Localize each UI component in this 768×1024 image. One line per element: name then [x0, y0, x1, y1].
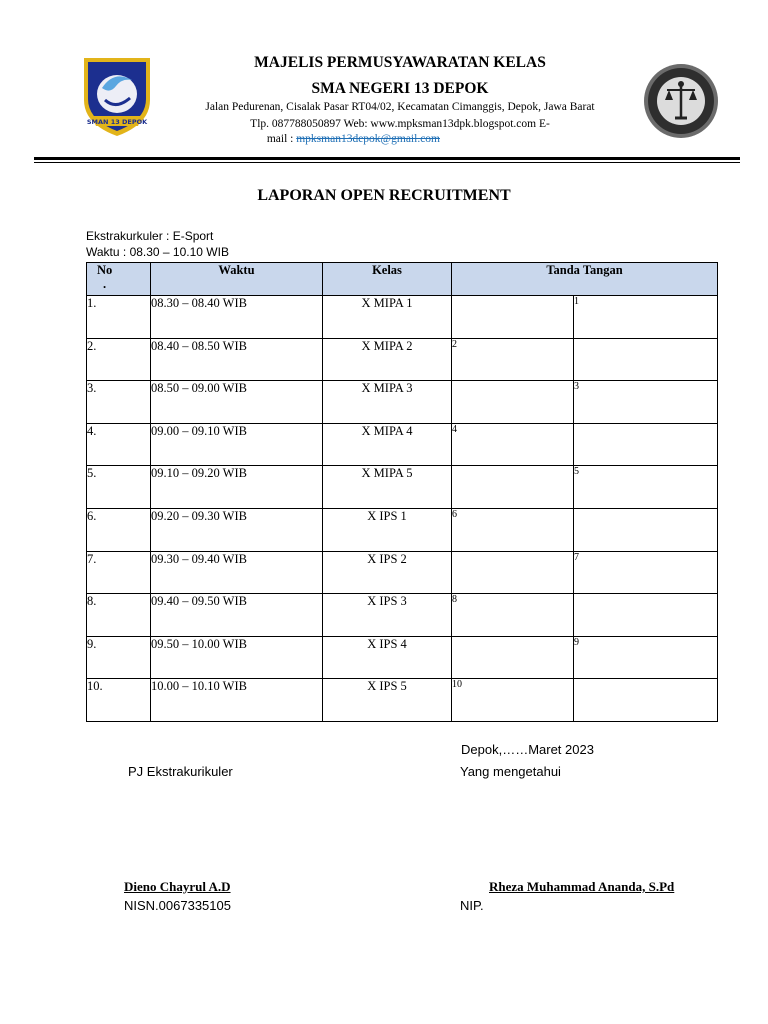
school-name: SMA NEGERI 13 DEPOK: [311, 80, 489, 97]
table-row: [87, 381, 718, 424]
row-no: 8.: [87, 594, 151, 637]
row-no: 3.: [87, 381, 151, 424]
row-signature-right[interactable]: 7: [574, 551, 718, 594]
header-no-label: No: [97, 263, 113, 277]
right-signatory-id: NIP.: [460, 898, 484, 913]
row-class: X MIPA 3: [323, 381, 452, 424]
table-row: [87, 508, 718, 551]
row-time: 09.20 – 09.30 WIB: [151, 508, 323, 551]
row-no: 7.: [87, 551, 151, 594]
email-label: mail :: [266, 133, 297, 145]
row-signature-left[interactable]: 8: [452, 594, 574, 637]
header-no-dot: .: [103, 277, 107, 291]
row-time: 09.10 – 09.20 WIB: [151, 466, 323, 509]
row-signature-left[interactable]: [452, 636, 574, 679]
header-time: Waktu: [151, 263, 323, 296]
row-signature-right[interactable]: 5: [574, 466, 718, 509]
row-time: 09.00 – 09.10 WIB: [151, 423, 323, 466]
header-rule-thick: [34, 157, 740, 160]
row-no: 9.: [87, 636, 151, 679]
row-no: 5.: [87, 466, 151, 509]
header-rule-thin: [34, 162, 740, 163]
row-no: 4.: [87, 423, 151, 466]
row-signature-left[interactable]: [452, 296, 574, 339]
email-line: [160, 133, 440, 145]
row-signature-right[interactable]: 9: [574, 636, 718, 679]
row-class: X IPS 2: [323, 551, 452, 594]
row-time: 09.30 – 09.40 WIB: [151, 551, 323, 594]
row-class: X IPS 4: [323, 636, 452, 679]
header-no: [87, 263, 151, 296]
row-no: 2.: [87, 338, 151, 381]
row-signature-right[interactable]: [574, 679, 718, 722]
table-row: [87, 679, 718, 722]
left-role: PJ Ekstrakurikuler: [128, 764, 233, 779]
table-row: [87, 466, 718, 509]
row-time: 09.50 – 10.00 WIB: [151, 636, 323, 679]
row-time: 09.40 – 09.50 WIB: [151, 594, 323, 637]
table-row: [87, 423, 718, 466]
document-title: LAPORAN OPEN RECRUITMENT: [257, 187, 511, 204]
org-name: MAJELIS PERMUSYAWARATAN KELAS: [254, 54, 546, 71]
left-signatory-id: NISN.0067335105: [124, 898, 231, 913]
row-time: 08.50 – 09.00 WIB: [151, 381, 323, 424]
place-date: Depok,……Maret 2023: [461, 742, 594, 757]
row-class: X IPS 5: [323, 679, 452, 722]
row-signature-right[interactable]: [574, 338, 718, 381]
left-signatory-name: Dieno Chayrul A.D: [124, 879, 231, 894]
row-class: X MIPA 5: [323, 466, 452, 509]
row-signature-left[interactable]: [452, 551, 574, 594]
table-row: [87, 594, 718, 637]
row-no: 1.: [87, 296, 151, 339]
row-no: 6.: [87, 508, 151, 551]
recruitment-table: [86, 262, 718, 722]
row-signature-left[interactable]: 6: [452, 508, 574, 551]
row-signature-right[interactable]: [574, 594, 718, 637]
email-link[interactable]: mpksman13depok@gmail.com: [296, 133, 440, 145]
row-class: X IPS 1: [323, 508, 452, 551]
table-row: [87, 551, 718, 594]
ekskul-line: Ekstrakurkuler : E-Sport: [86, 229, 214, 243]
row-class: X IPS 3: [323, 594, 452, 637]
mpk-seal-logo: [642, 62, 720, 140]
table-row: [87, 338, 718, 381]
row-signature-right[interactable]: 1: [574, 296, 718, 339]
school-logo: [78, 54, 156, 140]
table-header-row: [87, 263, 718, 296]
row-time: 10.00 – 10.10 WIB: [151, 679, 323, 722]
row-signature-right[interactable]: [574, 423, 718, 466]
row-time: 08.30 – 08.40 WIB: [151, 296, 323, 339]
contact-line: Tlp. 087788050897 Web: www.mpksman13dpk.blogspot.com E-: [250, 118, 550, 130]
header-signature: Tanda Tangan: [452, 263, 718, 296]
row-no: 10.: [87, 679, 151, 722]
time-line: Waktu : 08.30 – 10.10 WIB: [86, 245, 229, 259]
row-class: X MIPA 2: [323, 338, 452, 381]
address: Jalan Pedurenan, Cisalak Pasar RT04/02, Kecamatan Cimanggis, Depok, Jawa Barat: [205, 101, 595, 113]
row-signature-right[interactable]: 3: [574, 381, 718, 424]
row-signature-left[interactable]: 10: [452, 679, 574, 722]
row-class: X MIPA 4: [323, 423, 452, 466]
row-signature-left[interactable]: [452, 466, 574, 509]
row-class: X MIPA 1: [323, 296, 452, 339]
row-signature-left[interactable]: 2: [452, 338, 574, 381]
right-role: Yang mengetahui: [460, 764, 561, 779]
row-signature-left[interactable]: 4: [452, 423, 574, 466]
logo-text: SMAN 13 DEPOK: [86, 118, 148, 126]
header-class: Kelas: [323, 263, 452, 296]
row-time: 08.40 – 08.50 WIB: [151, 338, 323, 381]
table-row: [87, 636, 718, 679]
table-row: [87, 296, 718, 339]
row-signature-left[interactable]: [452, 381, 574, 424]
right-signatory-name: Rheza Muhammad Ananda, S.Pd: [489, 879, 675, 894]
row-signature-right[interactable]: [574, 508, 718, 551]
